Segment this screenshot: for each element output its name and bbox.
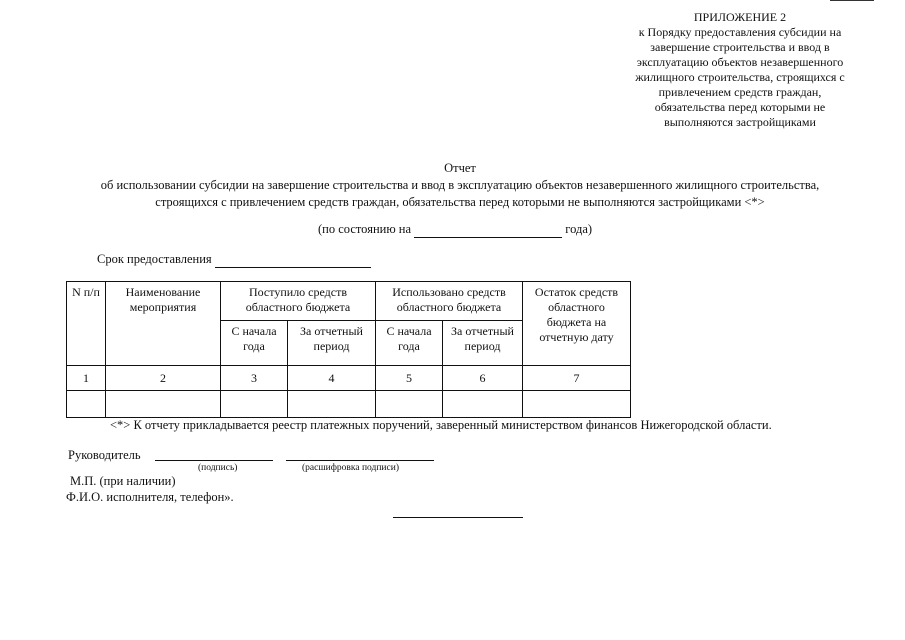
signature-decoding-blank[interactable]: [286, 460, 434, 461]
header-name: Наименование мероприятия: [106, 282, 221, 366]
appendix-header: [620, 10, 860, 130]
subheader-used-period: За отчетный период: [443, 321, 523, 366]
report-heading: [60, 160, 860, 211]
report-table: [66, 281, 631, 418]
table-cell: 4: [288, 366, 376, 391]
as-of-suffix: года): [565, 222, 593, 236]
subheader-used-from-start: С начала года: [376, 321, 443, 366]
appendix-line: обязательства перед которыми не: [654, 100, 826, 114]
header-num: N п/п: [67, 282, 106, 366]
table-number-row: [67, 366, 631, 391]
header-received: Поступило средств областного бюджета: [221, 282, 376, 321]
table-cell-empty[interactable]: [376, 391, 443, 418]
table-cell-empty[interactable]: [443, 391, 523, 418]
term-blank[interactable]: [215, 252, 371, 268]
table-cell-empty[interactable]: [523, 391, 631, 418]
report-title: Отчет: [444, 161, 476, 175]
table-cell: 2: [106, 366, 221, 391]
report-subtitle-line-1: об использовании субсидии на завершение строительства и ввод в эксплуатацию объектов незавершенного жилищного строительства,: [100, 178, 820, 192]
appendix-line: к Порядку предоставления субсидии на: [638, 25, 842, 39]
head-label: Руководитель: [68, 448, 141, 462]
as-of-date-blank[interactable]: [414, 222, 562, 238]
signature-caption: (подпись): [198, 463, 238, 473]
appendix-line: привлечением средств граждан,: [658, 85, 822, 99]
table-cell: 7: [523, 366, 631, 391]
term-label: Срок предоставления: [97, 252, 212, 266]
signature-blank[interactable]: [155, 460, 273, 461]
appendix-line: завершение строительства и ввод в: [650, 40, 830, 54]
appendix-line: выполняются застройщиками: [664, 115, 816, 129]
table-cell-empty[interactable]: [106, 391, 221, 418]
table-empty-row: [67, 391, 631, 418]
header-used: Использовано средств областного бюджета: [376, 282, 523, 321]
as-of-prefix: (по состоянию на: [318, 222, 412, 236]
decoding-caption: (расшифровка подписи): [302, 463, 399, 473]
appendix-line: эксплуатацию объектов незавершенного: [636, 55, 844, 69]
subheader-received-from-start: С начала года: [221, 321, 288, 366]
table-cell: 3: [221, 366, 288, 391]
table-cell-empty[interactable]: [221, 391, 288, 418]
subheader-received-period: За отчетный период: [288, 321, 376, 366]
as-of-date-line: [318, 222, 592, 238]
table-cell-empty[interactable]: [288, 391, 376, 418]
table-header-row: [67, 282, 631, 321]
executor-label: Ф.И.О. исполнителя, телефон».: [66, 490, 234, 504]
header-remainder: Остаток средств областного бюджета на отчетную дату: [523, 282, 631, 366]
appendix-line: жилищного строительства, строящихся с: [635, 70, 845, 84]
closing-rule: [393, 517, 523, 518]
table-cell: 5: [376, 366, 443, 391]
footnote: <*> К отчету прикладывается реестр платежных поручений, заверенный министерством финансов Нижегородской области.: [110, 418, 772, 432]
table-cell: 6: [443, 366, 523, 391]
table-cell-empty[interactable]: [67, 391, 106, 418]
top-edge-mark: [830, 0, 874, 1]
appendix-title: ПРИЛОЖЕНИЕ 2: [693, 10, 787, 24]
table-cell: 1: [67, 366, 106, 391]
report-subtitle-line-2: строящихся с привлечением средств граждан, обязательства перед которыми не выполняются застройщиками <*>: [155, 195, 765, 209]
term-line: [97, 252, 371, 268]
stamp-label: М.П. (при наличии): [70, 474, 176, 488]
